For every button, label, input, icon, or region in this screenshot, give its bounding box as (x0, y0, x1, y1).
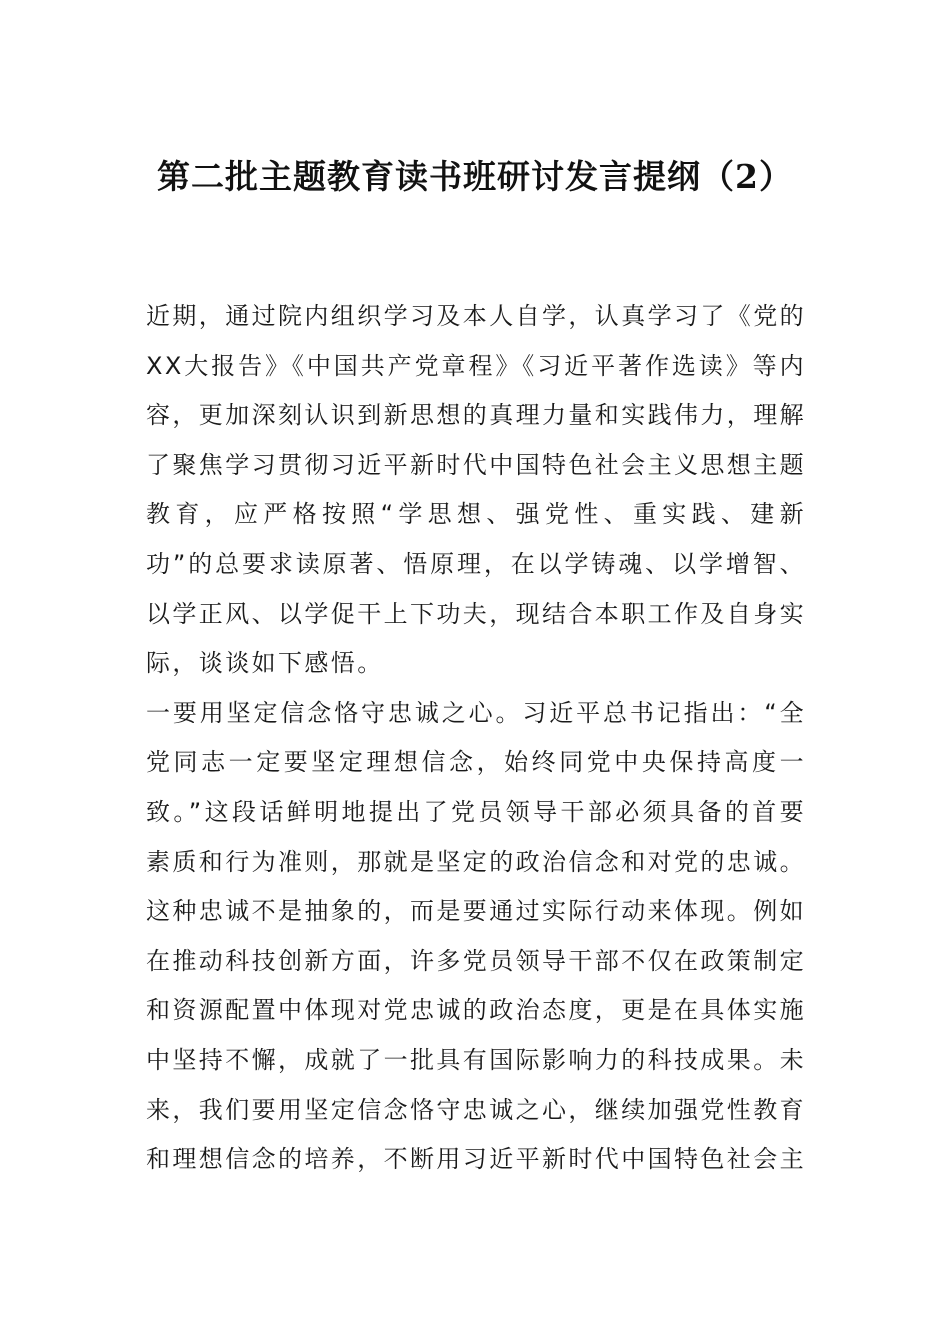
paragraph-point-one: 一要用坚定信念恪守忠诚之心。习近平总书记指出：“全党同志一定要坚定理想信念，始终同党中央保持高度一致。”这段话鲜明地提出了党员领导干部必须具备的首要素质和行为准则，那就是坚定的政治信念和对党的忠诚。这种忠诚不是抽象的，而是要通过实际行动来体现。例如在推动科技创新方面，许多党员领导干部不仅在政策制定和资源配置中体现对党忠诚的政治态度，更是在具体实施中坚持不懈，成就了一批具有国际影响力的科技成果。未来，我们要用坚定信念恪守忠诚之心，继续加强党性教育和理想信念的培养，不断用习近平新时代中国特色社会主 (146, 698, 806, 1174)
document-title: 第二批主题教育读书班研讨发言提纲（2） (157, 157, 793, 196)
paragraph-intro: 近期，通过院内组织学习及本人自学，认真学习了《党的XX大报告》《中国共产党章程》《习近平著作选读》等内容，更加深刻认识到新思想的真理力量和实践伟力，理解了聚焦学习贯彻习近平新时代中国特色社会主义思想主题教育，应严格按照“学思想、强党性、重实践、建新功”的总要求读原著、悟原理，在以学铸魂、以学增智、以学正风、以学促干上下功夫，现结合本职工作及自身实际，谈谈如下感悟。 (146, 302, 806, 678)
document-body (146, 292, 806, 1185)
